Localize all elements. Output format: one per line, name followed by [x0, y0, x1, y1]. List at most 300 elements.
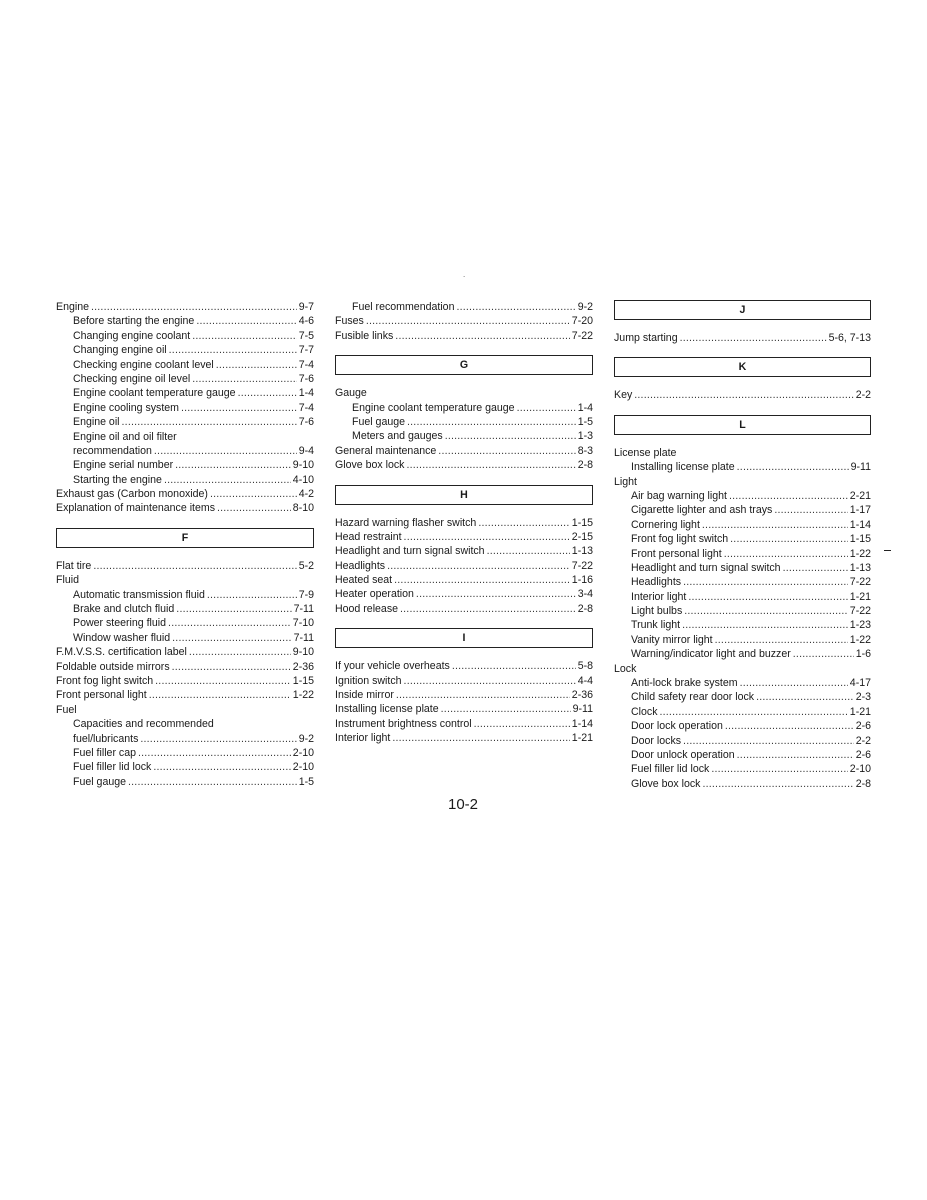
dot-leader — [711, 762, 847, 776]
entry-term: Interior light — [631, 590, 687, 603]
entry-term: Fuel recommendation — [352, 301, 455, 313]
entry-page-ref: 7-22 — [571, 329, 593, 342]
entry-term: Fuel filler lid lock — [631, 763, 710, 776]
dot-leader — [238, 386, 297, 400]
dot-leader — [396, 688, 570, 702]
index-subentry — [614, 719, 871, 733]
index-entry — [335, 659, 593, 673]
index-subentry — [614, 618, 871, 632]
dot-leader — [128, 775, 297, 789]
entry-term: Child safety rear door lock — [631, 691, 755, 704]
entry-page-ref: 1-23 — [849, 619, 871, 632]
dot-leader — [172, 631, 291, 645]
index-subentry — [614, 748, 871, 762]
index-subentry — [56, 314, 314, 328]
index-entry — [335, 530, 593, 544]
index-entry — [335, 602, 593, 616]
dot-leader — [683, 734, 854, 748]
entry-term: Foldable outside mirrors — [56, 660, 170, 673]
entry-page-ref: 1-21 — [849, 705, 871, 718]
entry-page-ref: 1-3 — [577, 430, 593, 443]
index-subentry — [56, 343, 314, 357]
dot-leader — [149, 688, 291, 702]
index-subentry — [56, 588, 314, 602]
dot-leader — [702, 777, 853, 791]
dot-leader — [392, 731, 569, 745]
entry-page-ref: 9-2 — [298, 732, 314, 745]
index-subentry — [614, 503, 871, 517]
entry-page-ref: 1-22 — [849, 633, 871, 646]
index-entry — [335, 702, 593, 716]
entry-term: Headlights — [335, 559, 386, 572]
dot-leader — [210, 487, 297, 501]
index-subentry — [614, 547, 871, 561]
index-subentry — [335, 300, 593, 314]
entry-page-ref: 2-10 — [292, 746, 314, 759]
entry-term: Starting the engine — [73, 473, 162, 486]
entry-term: Key — [614, 389, 633, 402]
index-entry — [56, 559, 314, 573]
index-subentry — [614, 489, 871, 503]
dot-leader — [487, 544, 570, 558]
entry-term: Fuel gauge — [73, 775, 127, 788]
entry-term: F.M.V.S.S. certification label — [56, 646, 187, 659]
dot-leader — [680, 331, 827, 345]
entry-term: Engine — [56, 301, 89, 313]
entry-page-ref: 4-17 — [849, 677, 871, 690]
dot-leader — [445, 429, 576, 443]
dot-leader — [407, 415, 576, 429]
index-entry — [335, 544, 593, 558]
entry-page-ref: 7-11 — [293, 631, 314, 644]
dot-leader — [366, 314, 570, 328]
index-subentry — [614, 561, 871, 575]
dot-leader — [140, 732, 296, 746]
index-subentry — [614, 762, 871, 776]
dot-leader — [122, 415, 297, 429]
dot-leader — [175, 458, 291, 472]
section-letter-header: J — [614, 300, 871, 320]
entry-page-ref: 9-11 — [572, 703, 593, 716]
index-subentry — [56, 444, 314, 458]
entry-page-ref: 1-14 — [571, 717, 593, 730]
entry-page-ref: 2-8 — [577, 459, 593, 472]
entry-term: Door lock operation — [631, 720, 723, 733]
entry-term: Changing engine oil — [73, 344, 167, 357]
entry-page-ref: 7-6 — [298, 372, 314, 385]
entry-page-ref: 2-10 — [292, 761, 314, 774]
entry-page-ref: 5-6, 7-13 — [828, 332, 871, 344]
entry-page-ref: 1-15 — [849, 533, 871, 546]
entry-term: Glove box lock — [335, 459, 405, 472]
entry-term: Front fog light switch — [631, 533, 729, 546]
dot-leader — [91, 300, 297, 314]
dot-leader — [682, 618, 848, 632]
dot-leader — [176, 602, 291, 616]
entry-page-ref: 1-6 — [855, 648, 871, 661]
index-subentry — [614, 532, 871, 546]
entry-page-ref: 8-10 — [292, 502, 314, 515]
entry-term: Door locks — [631, 734, 682, 747]
dot-leader — [634, 388, 853, 402]
margin-tab-mark — [884, 550, 891, 551]
entry-term: Automatic transmission fluid — [73, 588, 205, 601]
entry-page-ref: 1-15 — [292, 674, 314, 687]
entry-page-ref: 1-5 — [298, 775, 314, 788]
index-entry — [56, 487, 314, 501]
dot-leader — [172, 660, 291, 674]
entry-page-ref: 4-10 — [292, 473, 314, 486]
entry-page-ref: 2-15 — [571, 530, 593, 543]
dot-leader — [138, 746, 291, 760]
entry-term: Glove box lock — [631, 777, 701, 790]
section-letter-header: H — [335, 485, 593, 505]
entry-term: Fuel filler cap — [73, 746, 136, 759]
entry-term: Engine coolant temperature gauge — [352, 401, 515, 414]
entry-term: recommendation — [73, 444, 152, 457]
index-entry — [335, 516, 593, 530]
entry-page-ref: 3-4 — [577, 588, 593, 601]
index-entry — [335, 573, 593, 587]
index-subentry-heading: Capacities and recommended — [73, 718, 214, 731]
entry-term: Door unlock operation — [631, 748, 735, 761]
index-subentry — [614, 647, 871, 661]
dot-leader — [164, 473, 291, 487]
entry-term: Air bag warning light — [631, 489, 727, 502]
index-subentry — [614, 590, 871, 604]
dot-leader — [192, 329, 296, 343]
entry-page-ref: 7-11 — [293, 603, 314, 616]
index-column-3 — [614, 300, 871, 791]
entry-page-ref: 7-7 — [298, 344, 314, 357]
entry-page-ref: 7-5 — [298, 329, 314, 342]
index-subentry — [56, 775, 314, 789]
entry-term: Brake and clutch fluid — [73, 603, 175, 616]
index-entry — [335, 314, 593, 328]
entry-term: Front personal light — [56, 689, 147, 702]
entry-term: Installing license plate — [335, 703, 439, 716]
dot-leader — [395, 329, 570, 343]
entry-page-ref: 7-4 — [298, 358, 314, 371]
entry-page-ref: 1-13 — [571, 545, 593, 558]
index-subentry — [614, 633, 871, 647]
entry-page-ref: 1-22 — [292, 689, 314, 702]
entry-page-ref: 2-8 — [577, 602, 593, 615]
entry-term: Engine oil — [73, 416, 120, 429]
dot-leader — [774, 503, 847, 517]
dot-leader — [683, 575, 848, 589]
index-entry-heading: Gauge — [335, 387, 367, 400]
dot-leader — [441, 702, 571, 716]
entry-term: Meters and gauges — [352, 430, 443, 443]
index-entry-heading: Fuel — [56, 703, 77, 716]
entry-term: Clock — [631, 705, 658, 718]
entry-page-ref: 1-21 — [849, 590, 871, 603]
dot-leader — [660, 705, 848, 719]
entry-term: Engine coolant temperature gauge — [73, 387, 236, 400]
index-entry — [56, 645, 314, 659]
dot-leader — [740, 676, 848, 690]
dot-leader — [478, 516, 569, 530]
index-subentry — [614, 734, 871, 748]
index-entry-heading: Lock — [614, 662, 637, 675]
entry-term: Engine cooling system — [73, 401, 179, 414]
entry-page-ref: 2-10 — [849, 763, 871, 776]
section-letter-header: F — [56, 528, 314, 548]
section-letter-header: I — [335, 628, 593, 648]
entry-term: Interior light — [335, 732, 391, 745]
entry-page-ref: 4-6 — [298, 315, 314, 328]
entry-page-ref: 7-4 — [298, 401, 314, 414]
entry-term: Headlights — [631, 576, 682, 589]
entry-term: Cigarette lighter and ash trays — [631, 504, 773, 517]
entry-page-ref: 9-10 — [292, 646, 314, 659]
entry-page-ref: 7-22 — [849, 605, 871, 618]
entry-term: Heater operation — [335, 588, 414, 601]
entry-term: Hood release — [335, 602, 399, 615]
entry-page-ref: 2-6 — [855, 720, 871, 733]
entry-term: Exhaust gas (Carbon monoxide) — [56, 488, 208, 501]
index-subentry — [614, 676, 871, 690]
index-subentry — [335, 429, 593, 443]
entry-term: Fusible links — [335, 329, 394, 342]
entry-term: Vanity mirror light — [631, 633, 713, 646]
entry-page-ref: 5-8 — [577, 660, 593, 673]
dot-leader — [192, 372, 296, 386]
entry-term: Headlight and turn signal switch — [631, 561, 781, 574]
dot-leader — [688, 590, 847, 604]
index-subentry — [335, 401, 593, 415]
index-subentry — [56, 746, 314, 760]
entry-term: Anti-lock brake system — [631, 677, 738, 690]
entry-page-ref: 9-4 — [298, 444, 314, 457]
entry-term: Changing engine coolant — [73, 329, 191, 342]
dot-leader — [181, 401, 297, 415]
index-subentry — [56, 329, 314, 343]
index-subentry — [614, 575, 871, 589]
entry-page-ref: 4-2 — [298, 488, 314, 501]
entry-page-ref: 1-22 — [849, 547, 871, 560]
index-entry-heading: Fluid — [56, 574, 79, 587]
index-entry — [335, 674, 593, 688]
entry-page-ref: 4-4 — [577, 674, 593, 687]
index-entry-heading: Light — [614, 475, 637, 488]
dot-leader — [387, 559, 570, 573]
dot-leader — [474, 717, 570, 731]
entry-page-ref: 1-16 — [571, 574, 593, 587]
index-subentry — [56, 616, 314, 630]
dot-leader — [406, 458, 575, 472]
entry-term: Light bulbs — [631, 605, 683, 618]
entry-page-ref: 2-36 — [571, 689, 593, 702]
section-letter-header: K — [614, 357, 871, 377]
entry-term: Front fog light switch — [56, 674, 154, 687]
dot-leader — [715, 633, 848, 647]
entry-term: Front personal light — [631, 547, 722, 560]
dot-leader — [400, 602, 576, 616]
entry-term: fuel/lubricants — [73, 732, 139, 745]
index-subentry — [614, 518, 871, 532]
dot-leader — [783, 561, 848, 575]
dot-leader — [189, 645, 291, 659]
entry-page-ref: 2-2 — [855, 389, 871, 402]
dot-leader — [702, 518, 848, 532]
entry-page-ref: 2-3 — [855, 691, 871, 704]
dot-leader — [196, 314, 296, 328]
index-subentry — [56, 760, 314, 774]
index-subentry — [56, 631, 314, 645]
entry-page-ref: 7-20 — [571, 315, 593, 328]
top-mark: . — [463, 270, 466, 279]
entry-page-ref: 2-6 — [855, 748, 871, 761]
entry-term: Inside mirror — [335, 689, 394, 702]
entry-page-ref: 9-7 — [298, 301, 314, 313]
index-column-2 — [335, 300, 593, 746]
index-entry — [56, 501, 314, 515]
index-entry — [335, 731, 593, 745]
index-entry — [56, 300, 314, 314]
entry-term: Engine serial number — [73, 459, 174, 472]
page-number: 10-2 — [448, 796, 479, 813]
index-subentry-heading: Engine oil and oil filter — [73, 430, 177, 443]
dot-leader — [154, 444, 297, 458]
dot-leader — [168, 616, 291, 630]
entry-page-ref: 2-36 — [292, 660, 314, 673]
index-entry — [56, 660, 314, 674]
index-subentry — [56, 386, 314, 400]
entry-term: Fuel filler lid lock — [73, 761, 152, 774]
entry-term: Headlight and turn signal switch — [335, 545, 485, 558]
entry-term: Instrument brightness control — [335, 717, 472, 730]
dot-leader — [216, 358, 297, 372]
entry-term: Checking engine oil level — [73, 372, 191, 385]
entry-page-ref: 9-11 — [850, 461, 871, 474]
index-subentry — [614, 690, 871, 704]
dot-leader — [517, 401, 576, 415]
index-entry — [614, 388, 871, 402]
section-letter-header: L — [614, 415, 871, 435]
index-entry — [335, 587, 593, 601]
dot-leader — [452, 659, 576, 673]
entry-page-ref: 1-13 — [849, 561, 871, 574]
entry-page-ref: 7-22 — [849, 576, 871, 589]
dot-leader — [730, 532, 848, 546]
section-letter-header: G — [335, 355, 593, 375]
dot-leader — [155, 674, 291, 688]
index-entry — [56, 674, 314, 688]
index-subentry — [56, 401, 314, 415]
index-subentry — [335, 415, 593, 429]
index-entry — [335, 458, 593, 472]
entry-term: If your vehicle overheats — [335, 660, 450, 673]
index-entry — [335, 559, 593, 573]
index-subentry — [56, 602, 314, 616]
entry-term: Fuel gauge — [352, 415, 406, 428]
dot-leader — [756, 690, 854, 704]
index-subentry — [614, 777, 871, 791]
entry-page-ref: 5-2 — [298, 559, 314, 572]
index-entry — [335, 444, 593, 458]
dot-leader — [93, 559, 296, 573]
entry-page-ref: 1-4 — [577, 401, 593, 414]
index-entry — [56, 688, 314, 702]
entry-term: Head restraint — [335, 530, 402, 543]
dot-leader — [404, 674, 576, 688]
index-entry — [335, 717, 593, 731]
index-subentry — [56, 358, 314, 372]
entry-term: Flat tire — [56, 559, 92, 572]
entry-page-ref: 7-10 — [292, 617, 314, 630]
entry-page-ref: 1-14 — [849, 518, 871, 531]
entry-term: Window washer fluid — [73, 631, 171, 644]
entry-term: Checking engine coolant level — [73, 358, 214, 371]
entry-term: Trunk light — [631, 619, 681, 632]
entry-page-ref: 2-21 — [849, 489, 871, 502]
entry-term: General maintenance — [335, 444, 437, 457]
index-subentry — [614, 460, 871, 474]
dot-leader — [793, 647, 854, 661]
entry-page-ref: 1-21 — [571, 732, 593, 745]
entry-page-ref: 7-22 — [571, 559, 593, 572]
entry-term: Ignition switch — [335, 674, 402, 687]
entry-page-ref: 1-17 — [849, 504, 871, 517]
entry-page-ref: 2-8 — [855, 777, 871, 790]
index-entry — [614, 331, 871, 345]
dot-leader — [416, 587, 576, 601]
entry-term: Warning/indicator light and buzzer — [631, 648, 791, 661]
entry-page-ref: 1-5 — [577, 415, 593, 428]
dot-leader — [737, 748, 854, 762]
dot-leader — [394, 573, 570, 587]
entry-term: Jump starting — [614, 332, 678, 344]
dot-leader — [438, 444, 575, 458]
entry-term: Cornering light — [631, 518, 700, 531]
index-subentry — [56, 473, 314, 487]
index-subentry — [614, 705, 871, 719]
dot-leader — [456, 300, 575, 314]
dot-leader — [729, 489, 848, 503]
index-subentry — [56, 458, 314, 472]
entry-term: Before starting the engine — [73, 315, 195, 328]
dot-leader — [217, 501, 291, 515]
dot-leader — [725, 719, 854, 733]
entry-page-ref: 7-9 — [298, 588, 314, 601]
index-subentry — [614, 604, 871, 618]
index-entry-heading: License plate — [614, 446, 677, 459]
index-subentry — [56, 372, 314, 386]
dot-leader — [724, 547, 848, 561]
dot-leader — [684, 604, 848, 618]
entry-term: Power steering fluid — [73, 617, 167, 630]
index-subentry — [56, 415, 314, 429]
entry-page-ref: 9-10 — [292, 459, 314, 472]
entry-page-ref: 9-2 — [577, 301, 593, 313]
entry-term: Heated seat — [335, 574, 393, 587]
dot-leader — [404, 530, 570, 544]
index-subentry — [56, 732, 314, 746]
dot-leader — [169, 343, 297, 357]
entry-term: Fuses — [335, 315, 364, 328]
dot-leader — [153, 760, 290, 774]
index-entry — [335, 688, 593, 702]
index-entry — [335, 329, 593, 343]
entry-term: Explanation of maintenance items — [56, 502, 215, 515]
entry-page-ref: 8-3 — [577, 444, 593, 457]
entry-term: Installing license plate — [631, 461, 735, 474]
dot-leader — [737, 460, 849, 474]
dot-leader — [207, 588, 297, 602]
index-column-1 — [56, 300, 314, 789]
